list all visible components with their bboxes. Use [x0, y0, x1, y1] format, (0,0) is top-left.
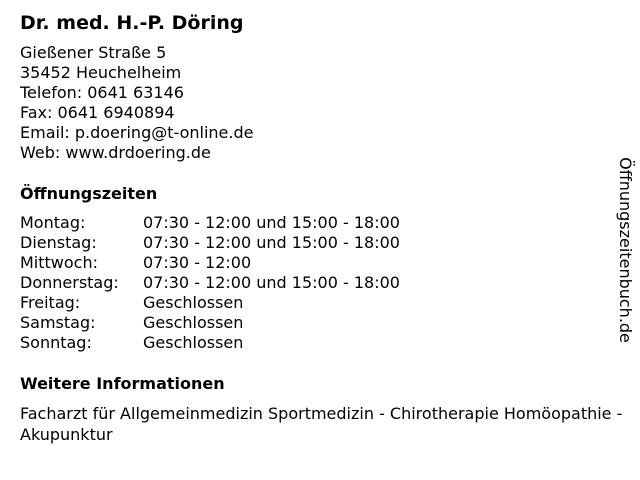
hours-time: 07:30 - 12:00 und 15:00 - 18:00 [143, 213, 400, 232]
further-info-text: Facharzt für Allgemeinmedizin Sportmedizin - Chirotherapie Homöopathie - Akupunktur [20, 404, 623, 444]
hours-row-saturday [20, 313, 400, 333]
hours-day: Sonntag: [20, 333, 92, 352]
hours-row-monday [20, 213, 400, 233]
fax-number: Fax: 0641 6940894 [20, 103, 175, 122]
hours-row-sunday [20, 333, 400, 353]
hours-time: 07:30 - 12:00 und 15:00 - 18:00 [143, 273, 400, 292]
hours-time: 07:30 - 12:00 [143, 253, 252, 272]
hours-day: Donnerstag: [20, 273, 119, 292]
hours-row-wednesday [20, 253, 400, 273]
hours-row-friday [20, 293, 400, 313]
phone-number: Telefon: 0641 63146 [20, 83, 184, 102]
page-title: Dr. med. H.-P. Döring [20, 12, 244, 34]
hours-time: Geschlossen [143, 333, 244, 352]
address-city: 35452 Heuchelheim [20, 63, 182, 82]
contact-block [20, 43, 253, 163]
hours-day: Freitag: [20, 293, 81, 312]
opening-hours-heading: Öffnungszeiten [20, 184, 158, 203]
hours-day: Samstag: [20, 313, 96, 332]
opening-hours-table [20, 213, 400, 353]
email-address: Email: p.doering@t-online.de [20, 123, 254, 142]
hours-time: 07:30 - 12:00 und 15:00 - 18:00 [143, 233, 400, 252]
address-street: Gießener Straße 5 [20, 43, 167, 62]
further-info-heading: Weitere Informationen [20, 374, 225, 393]
hours-time: Geschlossen [143, 293, 244, 312]
hours-day: Montag: [20, 213, 86, 232]
hours-day: Dienstag: [20, 233, 97, 252]
hours-time: Geschlossen [143, 313, 244, 332]
hours-row-tuesday [20, 233, 400, 253]
website: Web: www.drdoering.de [20, 143, 211, 162]
watermark-site-label: Öffnungszeitenbuch.de [616, 157, 635, 343]
hours-row-thursday [20, 273, 400, 293]
hours-day: Mittwoch: [20, 253, 98, 272]
